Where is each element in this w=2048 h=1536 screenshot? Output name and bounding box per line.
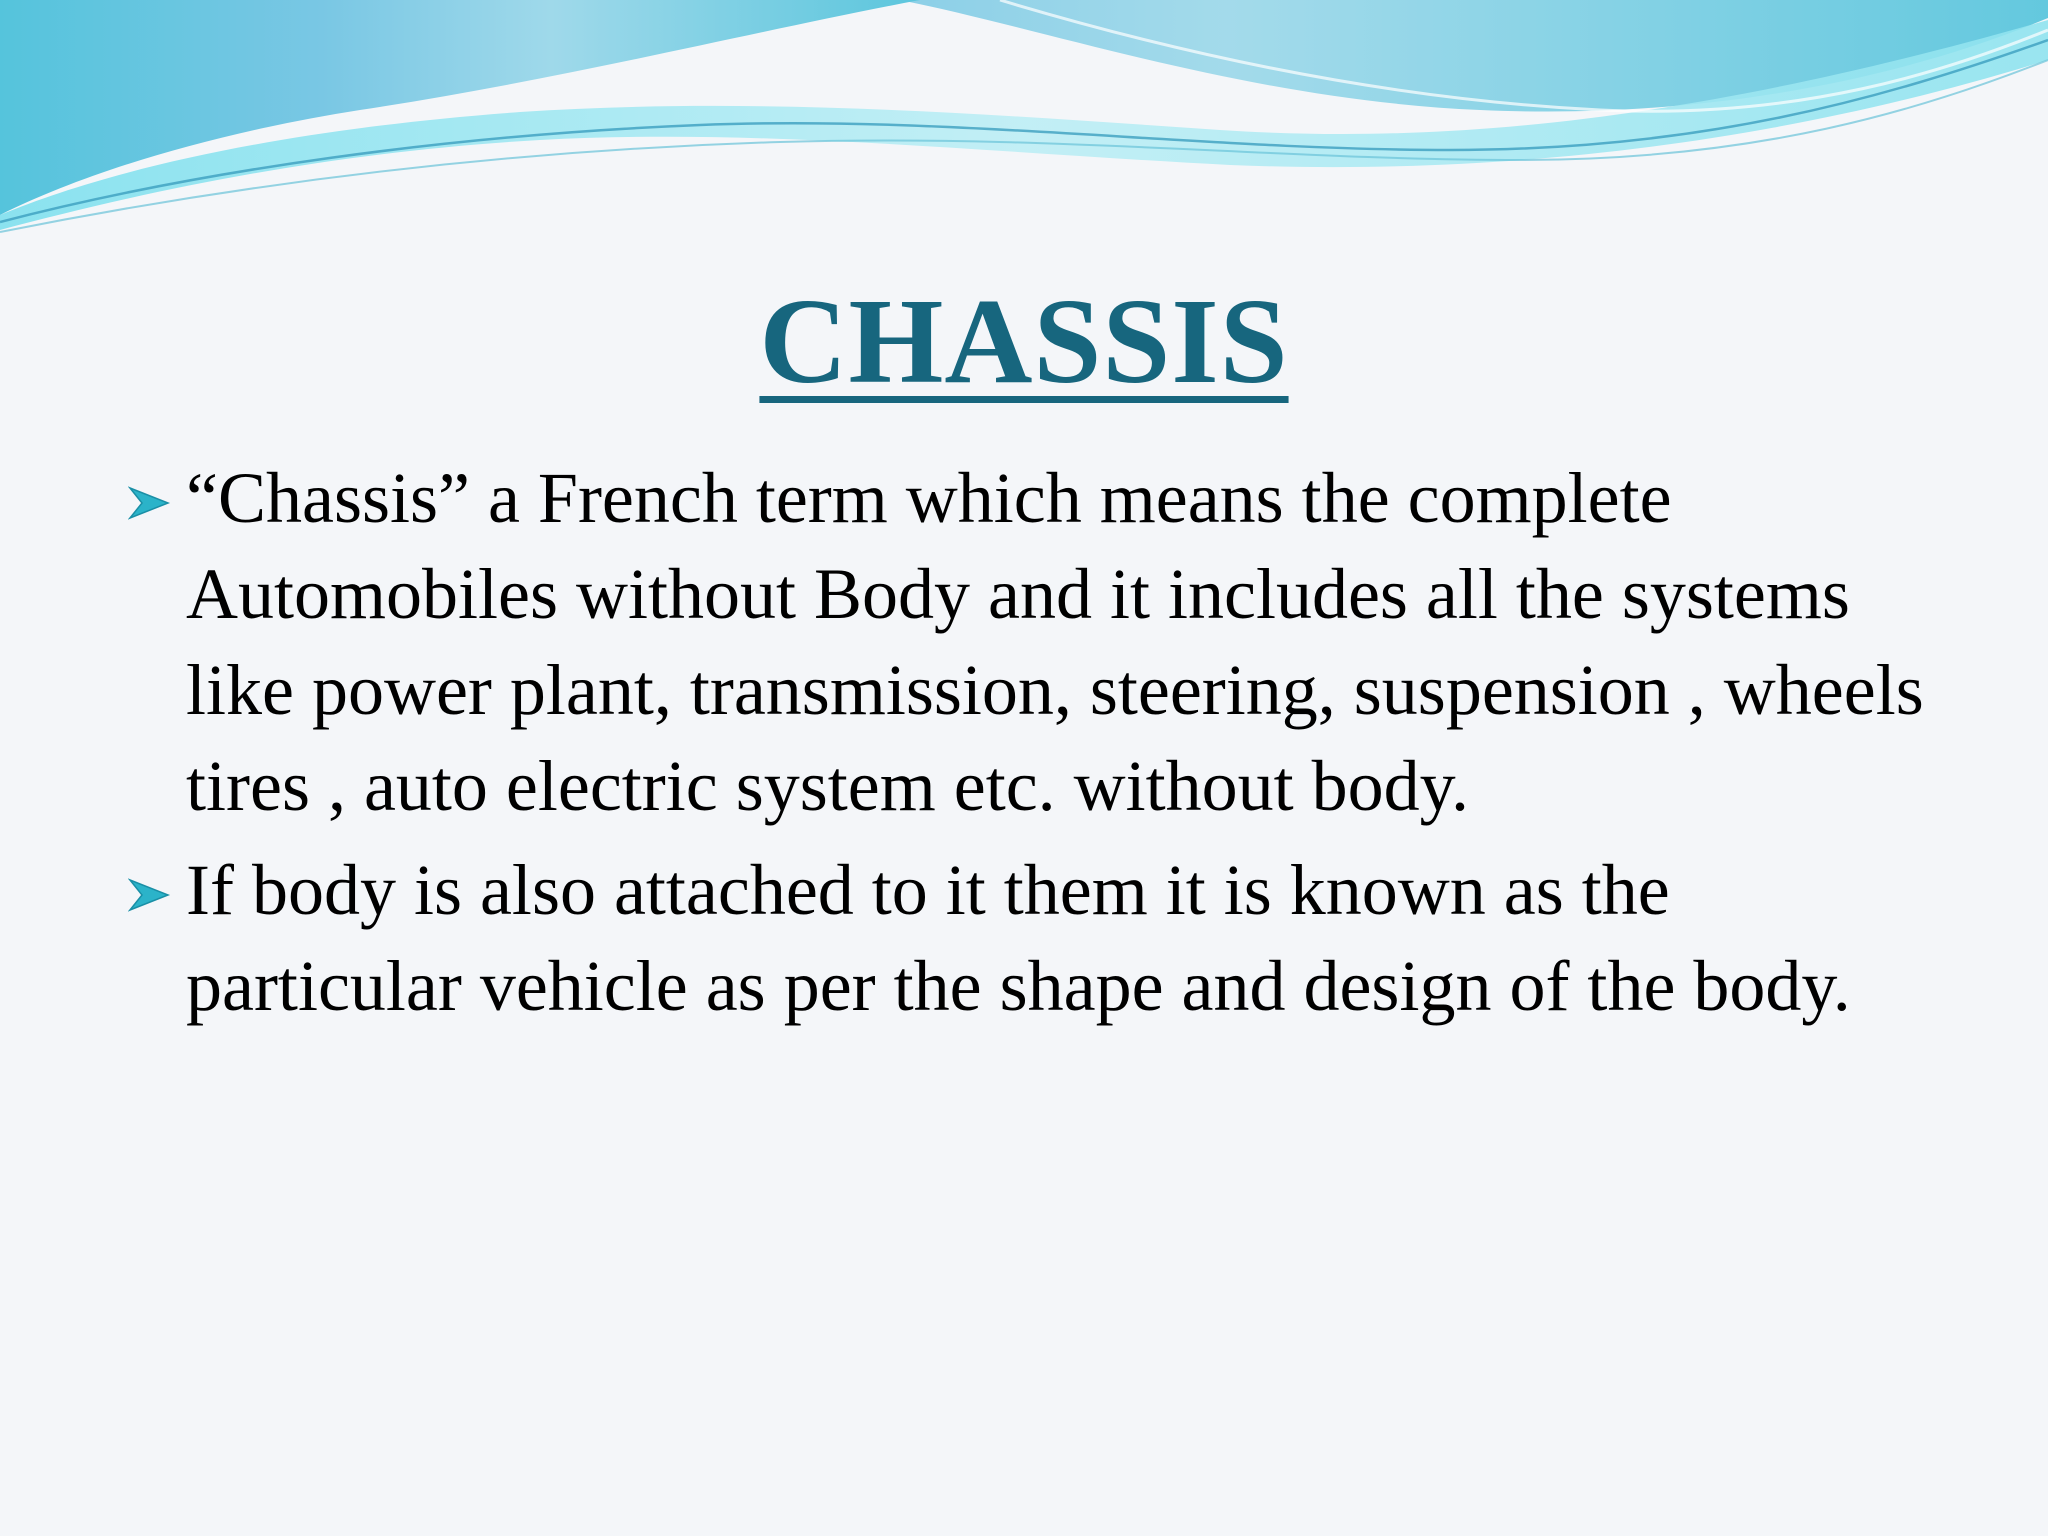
bullet-item xyxy=(128,842,1928,1034)
header-wave-decoration xyxy=(0,0,2048,240)
bullet-text: If body is also attached to it them it is known as the particular vehicle as per the shape and design of the body. xyxy=(186,850,1851,1026)
arrowhead-bullet-icon xyxy=(128,878,172,912)
slide-title-text: CHASSIS xyxy=(759,274,1289,409)
bullet-item xyxy=(128,450,1928,834)
arrowhead-bullet-icon xyxy=(128,486,172,520)
bullet-text: “Chassis” a French term which means the complete Automobiles without Body and it includes all the systems like power plant, transmission, steering, suspension , wheels tires , auto electric system etc. without body. xyxy=(186,458,1924,826)
slide-title xyxy=(0,272,2048,412)
bullet-list xyxy=(128,450,1928,1042)
